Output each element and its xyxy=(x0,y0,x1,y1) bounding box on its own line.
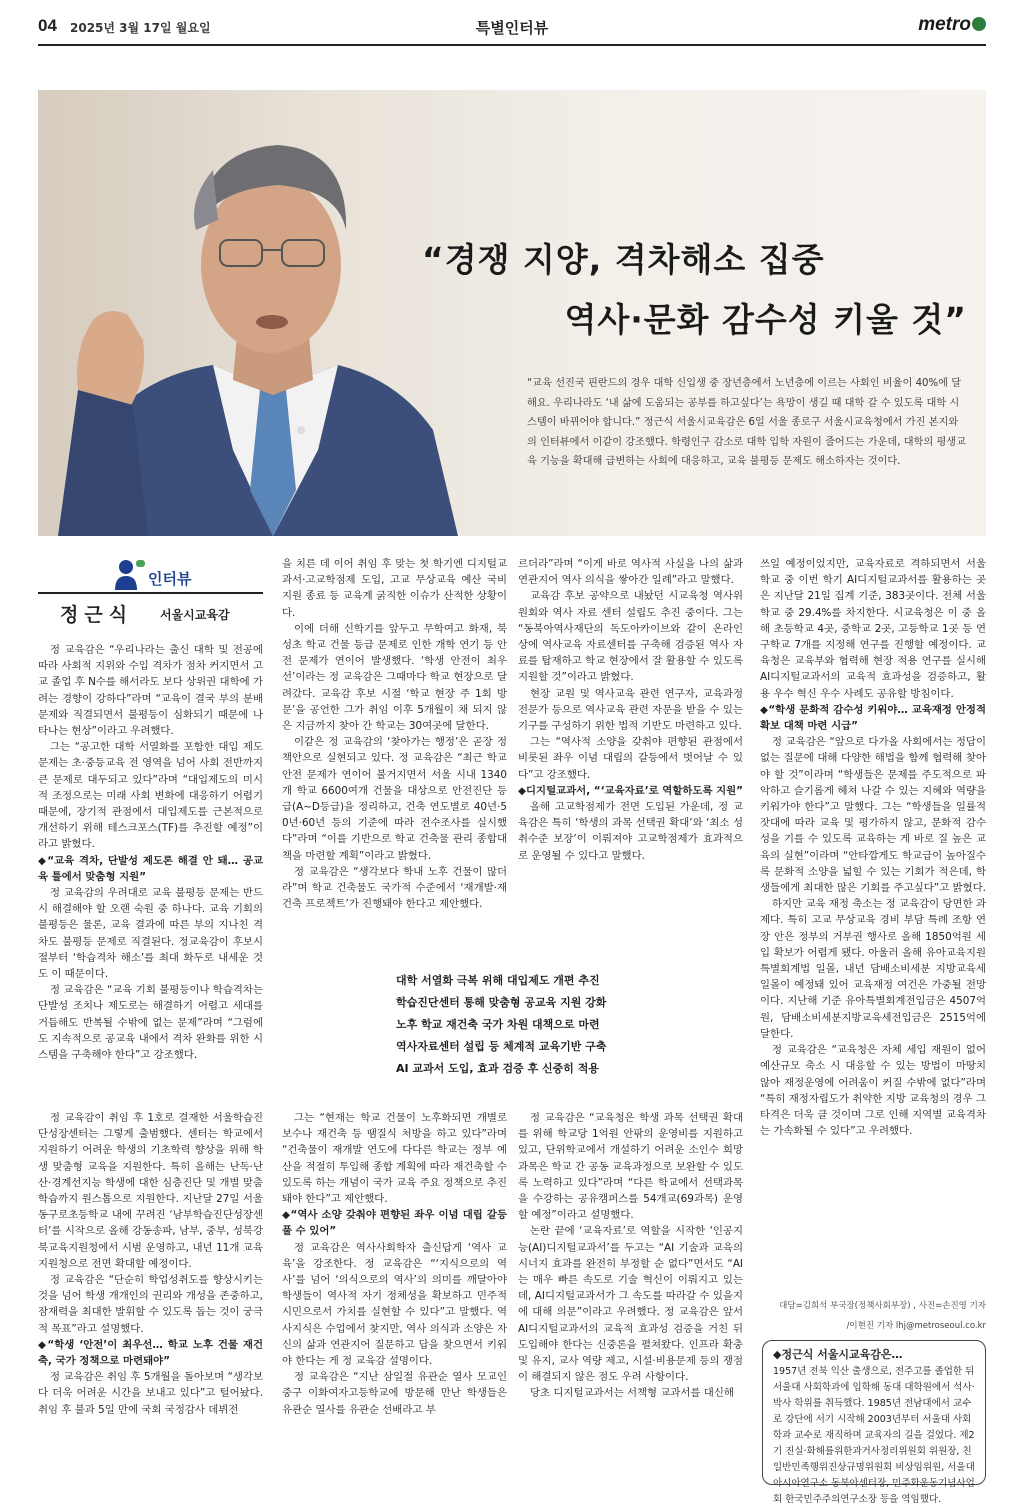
summary-box xyxy=(396,970,636,1080)
paragraph: 정 교육감은 “교육청은 학생 과목 선택권 확대를 위해 학교당 1억원 안팎의 운영비를 지원하고 있고, 단위학교에서 개설하기 어려운 소인수 희망 과목은 학교 간 공동 교육과정으로 보완할 수 있도록 노력하고 있다”라며 “다른 학교에서 선택과목을 수강하는 공유캠퍼스를 54개교(69과목) 운영할 예정”이라고 설명했다. xyxy=(518,1112,743,1222)
subheading: ◆“학생 문화적 감수성 키워야… 교육재정 안정적 확보 대책 마련 시급” xyxy=(760,703,986,733)
paragraph: 현장 교원 및 역사교육 관련 연구자, 교육과정 전문가 등으로 역사교육 관련 자문을 받을 수 있는 기구를 구성하기 위한 법적 기반도 마련하고 있다. xyxy=(518,687,743,733)
writer-credit: /이현진 기자 lhj@metroseoul.co.kr xyxy=(846,1321,986,1331)
paragraph: 교육감 후보 공약으로 내놨던 시교육청 역사위원회와 역사 자료 센터 설립도 추진 중이다. 그는 “동북아역사재단의 독도아카이브와 같이 온라인 상에 역사교육 자료센터를 구축해 검증된 역사 자료를 탑재하고 학교 현장에서 잘 활용할 수 있도록 지원할 것”이라고 밝혔다. xyxy=(518,590,743,684)
headline-line-1: “경쟁 지양, 격차해소 집중 xyxy=(422,240,825,279)
paragraph: 하지만 교육 재정 축소는 정 교육감이 당면한 과제다. 특히 고교 무상교육 경비 부담 특례 조항 연장 안은 정부의 거부권 행사로 올해 1850억원 세입 확보가 어렵게 됐다. 아울러 올해 유아교육지원특별회계법 일몰, 내년 담배소비세분 지방교육세 일몰이 예정돼 있어 교육재정 여건은 가중될 전망이다. 지난해 기준 유아특별회계전입금은 4507억원, 담배소비세분지방교육세전입금은 2515억에 달한다. xyxy=(760,898,986,1040)
hero-photo xyxy=(38,90,986,536)
page-header xyxy=(38,14,986,42)
paragraph: 쓰일 예정이었지만, 교육자료로 격하되면서 서울 학교 중 이번 학기 AI디지털교과서를 활용하는 곳은 지난달 21일 집계 기준, 383곳이다. 전체 서울 학교 중 29.4%를 차지한다. 시교육청은 이 중 올해 초등학교 4곳, 중학교 2곳, 고등학교 1곳 등 연구학교 7개를 지정해 연구를 진행할 예정이다. 교육청은 교육부와 협력해 현장 적용 연구를 실시해 AI디지털교과서의 교육적 효과성을 검증하고, 활용 우수 혁신 우수 사례도 공유할 방침이다. xyxy=(760,558,986,700)
subheading: ◆“학생 ‘안전’이 최우선… 학교 노후 건물 재건축, 국가 정책으로 마련돼야” xyxy=(38,1338,263,1368)
paragraph: 그는 “현재는 학교 건물이 노후화되면 개별로 보수나 재건축 등 땜질식 처방을 하고 있다”라며 “건축물이 재개발 연도에 다다른 학교는 정부 예산을 적절히 투입해 종합 계획에 따라 재건축할 수 있도록 하는 개념이 국가 교육 주요 정책으로 추진돼야 한다”고 제안했다. xyxy=(282,1112,507,1206)
paragraph: 정 교육감의 우려대로 교육 불평등 문제는 반드시 해결해야 할 오랜 숙원 중 하나다. 교육 기회의 불평등은 물론, 교육 결과에 따른 부의 지나친 격차도 불평등 문제로 직결된다. 정교육감이 후보시절부터 ‘학습격차 해소’를 최대 화두로 내세운 것도 이 때문이다. xyxy=(38,887,263,981)
section-title: 특별인터뷰 xyxy=(475,19,549,37)
interviewee-name: 정근식 xyxy=(60,604,134,626)
page-number: 04 xyxy=(38,16,57,35)
paragraph: 이같은 정 교육감의 ‘찾아가는 행정’은 곧장 정책안으로 실현되고 있다. 정 교육감은 “최근 학교 안전 문제가 연이어 불거지면서 서울 시내 1340개 학교 6600여개 건물을 대상으로 안전진단 등급(A~D등급)을 정리하고, 건축 연도별로 40년·50년·60년 등의 기준에 따라 전수조사를 실시했다”라며 “이를 기반으로 학교 건축물 관리 종합대책을 마련할 계획”이라고 밝혔다. xyxy=(282,736,507,862)
summary-line: AI 교과서 도입, 효과 검증 후 신중히 적용 xyxy=(396,1062,599,1075)
article-column-1-lower xyxy=(38,1110,263,1475)
summary-line: 대학 서열화 극복 위해 대입제도 개편 추진 xyxy=(396,974,600,987)
article-column-2 xyxy=(282,556,507,938)
paragraph: 논란 끝에 ‘교육자료’로 역할을 시작한 ‘인공지능(AI)디지털교과서’를 두고는 “AI 기술과 교육의 시너지 효과를 완전히 부정할 순 없다”면서도 “AI는 매우 빠른 속도로 기술 혁신이 이뤄지고 있는데, AI디지털교과서가 그 속도를 따라갈 수 있을지에 대해 의문”이라고 우려했다. 정 교육감은 앞서 AI디지털교과서의 교육적 효과성 검증을 거친 뒤 도입해야 한다는 신중론을 펼쳐왔다. 인프라 확충 및 유지, 교사 역량 제고, 시설·비용문제 등의 쟁점이 해결되지 않은 점도 우려 사항이다. xyxy=(518,1225,743,1384)
article-column-3 xyxy=(518,556,743,938)
subheading: ◆디지털교과서, “‘교육자료’로 역할하도록 지원” xyxy=(518,784,744,797)
profile-body: 1957년 전북 익산 출생으로, 전주고를 졸업한 뒤 서울대 사회학과에 입학해 동대 대학원에서 석사·박사 학위를 취득했다. 1985년 전남대에서 교수로 강단에 서기 시작해 2003년부터 서울대 사회학과 교수로 재직하며 교육자의 길을 걸었다. 제2기 진실·화해를위한과거사정리위원회 위원장, 친일반민족행위진상규명위원회 비상임위원, 서울대 아시아연구소 동북아센터장, 민주화운동기념사업회 한국민주주의연구소장 등을 역임했다. xyxy=(773,1366,975,1505)
logo-dot-icon xyxy=(972,17,986,31)
paragraph: 정 교육감은 역사사회학자 출신답게 ‘역사 교육’을 강조한다. 정 교육감은 “‘지식으로의 역사’를 넘어 ‘의식으로의 역사’의 의미를 깨달아야 학생들이 역사적 자기 정체성을 확보하고 민주적 시민으로서 가치를 실현할 수 있다”고 말했다. 역사지식은 수업에서 찾지만, 역사 의식과 소양은 자신의 삶과 연관지어 질문하고 답을 찾으면서 키워야 한다는 게 정 교육감 설명이다. xyxy=(282,1241,507,1368)
interviewee-role: 서울시교육감 xyxy=(160,608,230,622)
profile-title: ◆정근식 서울시교육감은… xyxy=(773,1348,903,1361)
paragraph: 그는 “역사적 소양을 갖춰야 편향된 관점에서 비롯된 좌우 이념 대립의 갈등에서 벗어날 수 있다”고 강조했다. xyxy=(518,736,743,781)
paragraph: 정 교육감은 “지난 삼일절 유관순 열사 모교인 중구 이화여자고등학교에 방문해 만난 학생들은 유관순 열사를 유관순 선배라고 부 xyxy=(282,1371,507,1416)
staff-credit: 대담=김희석 부국장(정책사회부장) , 사진=손진영 기자 xyxy=(779,1301,986,1311)
paragraph: 그는 “공고한 대학 서열화를 포함한 대입 제도 문제는 초·중등교육 전 영역을 넘어 사회 전반까지 큰 문제로 대두되고 있다”라며 “대입제도의 미시적 조정으로는 미래 사회 변화에 대응하기 어렵기 때문에, 장기적 관점에서 대입제도를 근본적으로 개선하기 위해 테스크포스(TF)를 추진할 예정”이라고 밝혔다. xyxy=(38,741,263,851)
paragraph: 르더라”라며 “이게 바로 역사적 사실을 나의 삶과 연관지어 역사 의식을 쌓아간 일례”라고 말했다. xyxy=(518,558,743,587)
paragraph: 정 교육감은 “단순히 학업성취도를 향상시키는 것을 넘어 학생 개개인의 권리와 개성을 존중하고, 잠재력을 최대한 발휘할 수 있도록 돕는 것이 궁극적 목표”라고 설명했다. xyxy=(38,1274,263,1335)
logo-text: metro xyxy=(918,14,971,35)
paragraph: 정 교육감은 “생각보다 학내 노후 건물이 많더라”며 학교 건축물도 국가적 수준에서 ‘재개발·재건축 프로젝트’가 진행돼야 한다고 제안했다. xyxy=(282,865,507,911)
paragraph: 당초 디지털교과서는 서책형 교과서를 대신해 xyxy=(530,1387,734,1400)
paragraph: 정 교육감은 취임 후 5개월을 돌아보며 “생각보다 더욱 어려운 시간을 보내고 있다”고 털어놨다. 취임 후 불과 5일 만에 국회 국정감사 데뷔전 xyxy=(38,1371,263,1416)
paragraph: 정 교육감은 “우리나라는 출신 대학 및 전공에 따라 사회적 지위와 수입 격차가 점차 커지면서 고교 졸업 후 N수를 해서라도 보다 상위권 대학에 가려는 경향이 강하다”라며 “교육이 결국 부의 분배 문제와 직결되면서 불평등이 심화되기 때문에 나타나는 현상”이라고 우려했다. xyxy=(38,644,263,738)
paragraph: 정 교육감은 “교육청은 자체 세입 재원이 없어 예산규모 축소 시 대응할 수 있는 방법이 마땅치 않아 재정운영에 어려움이 커질 수밖에 없다”라며 “특히 재정자립도가 취약한 지방 교육청의 경우 그 타격은 더욱 클 것이며 그로 인해 지역별 교육격차는 가속화될 수 있다”고 우려했다. xyxy=(760,1044,986,1138)
headline xyxy=(422,230,967,350)
summary-line: 학습진단센터 통해 맞춤형 공교육 지원 강화 xyxy=(396,996,607,1009)
issue-date: 2025년 3월 17일 월요일 xyxy=(70,21,211,35)
paragraph: 을 치른 데 이어 취임 후 맞는 첫 학기엔 디지털교과서·고교학점제 도입, 고교 무상교육 예산 국비 지원 종료 등 교육계 굵직한 이슈가 산적한 상황이다. xyxy=(282,558,507,619)
paragraph: 정 교육감은 “앞으로 다가올 사회에서는 정답이 없는 질문에 대해 다양한 해법을 함께 협력해 찾아야 할 것”이라며 “학생들은 문제를 주도적으로 파악하고 슬기롭게 헤쳐 나갈 수 있는 지혜와 역량을 키워가야 한다”고 말했다. 그는 “학생들을 일률적 잣대에 따라 교육 및 평가하지 않고, 문화적 감수성을 기를 수 있도록 교육하는 게 바로 질 높은 교육의 실현”이라며 “안타깝게도 학교급이 높아질수록 문화적 소양을 넓힐 수 있는 기회가 적은데, 학생들에게 최대한 많은 기회를 주고싶다”고 밝혔다. xyxy=(760,736,986,895)
paragraph: 정 교육감은 “교육 기회 불평등이나 학습격차는 단발성 조치나 제도로는 해결하기 어렵고 세대를 거듭해도 반복될 수밖에 없는 문제”라며 “그럼에도 지속적으로 공교육 내에서 격차 완화를 위한 시스템을 구축해야 한다”고 강조했다. xyxy=(38,984,263,1062)
interview-badge xyxy=(38,556,263,636)
article-column-2-lower xyxy=(282,1110,507,1475)
article-column-1 xyxy=(38,642,263,1112)
paragraph: 올해 고교학점제가 전면 도입된 가운데, 정 교육감은 특히 ‘학생의 과목 선택권 확대’와 ‘최소 성취수준 보장’이 이뤄져야 고교학점제가 효과적으로 운영될 수 있다고 말했다. xyxy=(518,801,743,862)
subheading: ◆“교육 격차, 단발성 제도론 해결 안 돼… 공교육 틀에서 맞춤형 지원” xyxy=(38,854,263,883)
header-rule xyxy=(38,44,986,46)
microphone-person-icon xyxy=(112,556,148,592)
article-column-4 xyxy=(760,556,986,1292)
paragraph: 이에 더해 신학기를 앞두고 무학여고 화재, 북성초 학교 건물 등급 문제로 인한 개학 연기 등 안전 문제가 연이어 발생했다. ‘학생 안전이 최우선’이라는 정 교육감은 그때마다 학교 현장으로 달려갔다. 교육감 후보 시절 ‘학교 현장 주 1회 방문’을 공언한 그가 취임 이후 5개월이 채 되지 않은 지금까지 찾아 간 학교는 30여곳에 달한다. xyxy=(282,622,507,733)
metro-logo xyxy=(918,14,986,36)
article-column-3-lower xyxy=(518,1110,743,1475)
profile-box xyxy=(762,1340,986,1505)
lead-paragraph: “교육 선진국 핀란드의 경우 대학 신입생 중 장년층에서 노년층에 이르는 사회인 비율이 40%에 달해요. 우리나라도 ‘내 삶에 도움되는 공부를 하고싶다’는 욕망이 생길 때 대학 갈 수 있도록 대학 시스템이 바뀌어야 합니다.” 정근식 서울시교육감은 6일 서울 종로구 서울시교육청에서 가진 본지와의 인터뷰에서 이같이 강조했다. 학령인구 감소로 대학 입학 자원이 줄어드는 가운데, 대학의 평생교육 기능을 확대해 급변하는 사회에 대응하고, 교육 불평등 문제도 해소하자는 것이다. xyxy=(527,378,966,467)
summary-line: 역사자료센터 설립 등 체계적 교육기반 구축 xyxy=(396,1040,607,1053)
badge-rule xyxy=(38,592,263,594)
credits xyxy=(760,1296,986,1336)
summary-line: 노후 학교 재건축 국가 차원 대책으로 마련 xyxy=(396,1018,600,1031)
paragraph: 정 교육감이 취임 후 1호로 결재한 서울학습진단성장센터는 그렇게 출범했다. 센터는 학교에서 지원하기 어려운 학생의 기초학력 향상을 위해 학생 맞춤형 교육을 지원한다. 특히 올해는 난독·난산·경계선지능 학생에 대한 심층진단 및 개별 맞춤 학습까지 원스톱으로 지원한다. 지난달 27일 서울동구로초등학교 내에 꾸려진 ‘남부학습진단성장센터’를 시작으로 올해 강동송파, 남부, 중부, 성북강북교육지원청에서 시범 운영하고, 내년 11개 교육지원청으로 전면 확대할 예정이다. xyxy=(38,1112,263,1270)
subheading: ◆“역사 소양 갖춰야 편향된 좌우 이념 대립 갈등 풀 수 있어” xyxy=(282,1209,507,1238)
interview-tag: 인터뷰 xyxy=(148,570,192,588)
headline-line-2: 역사·문화 감수성 키울 것” xyxy=(564,300,967,339)
